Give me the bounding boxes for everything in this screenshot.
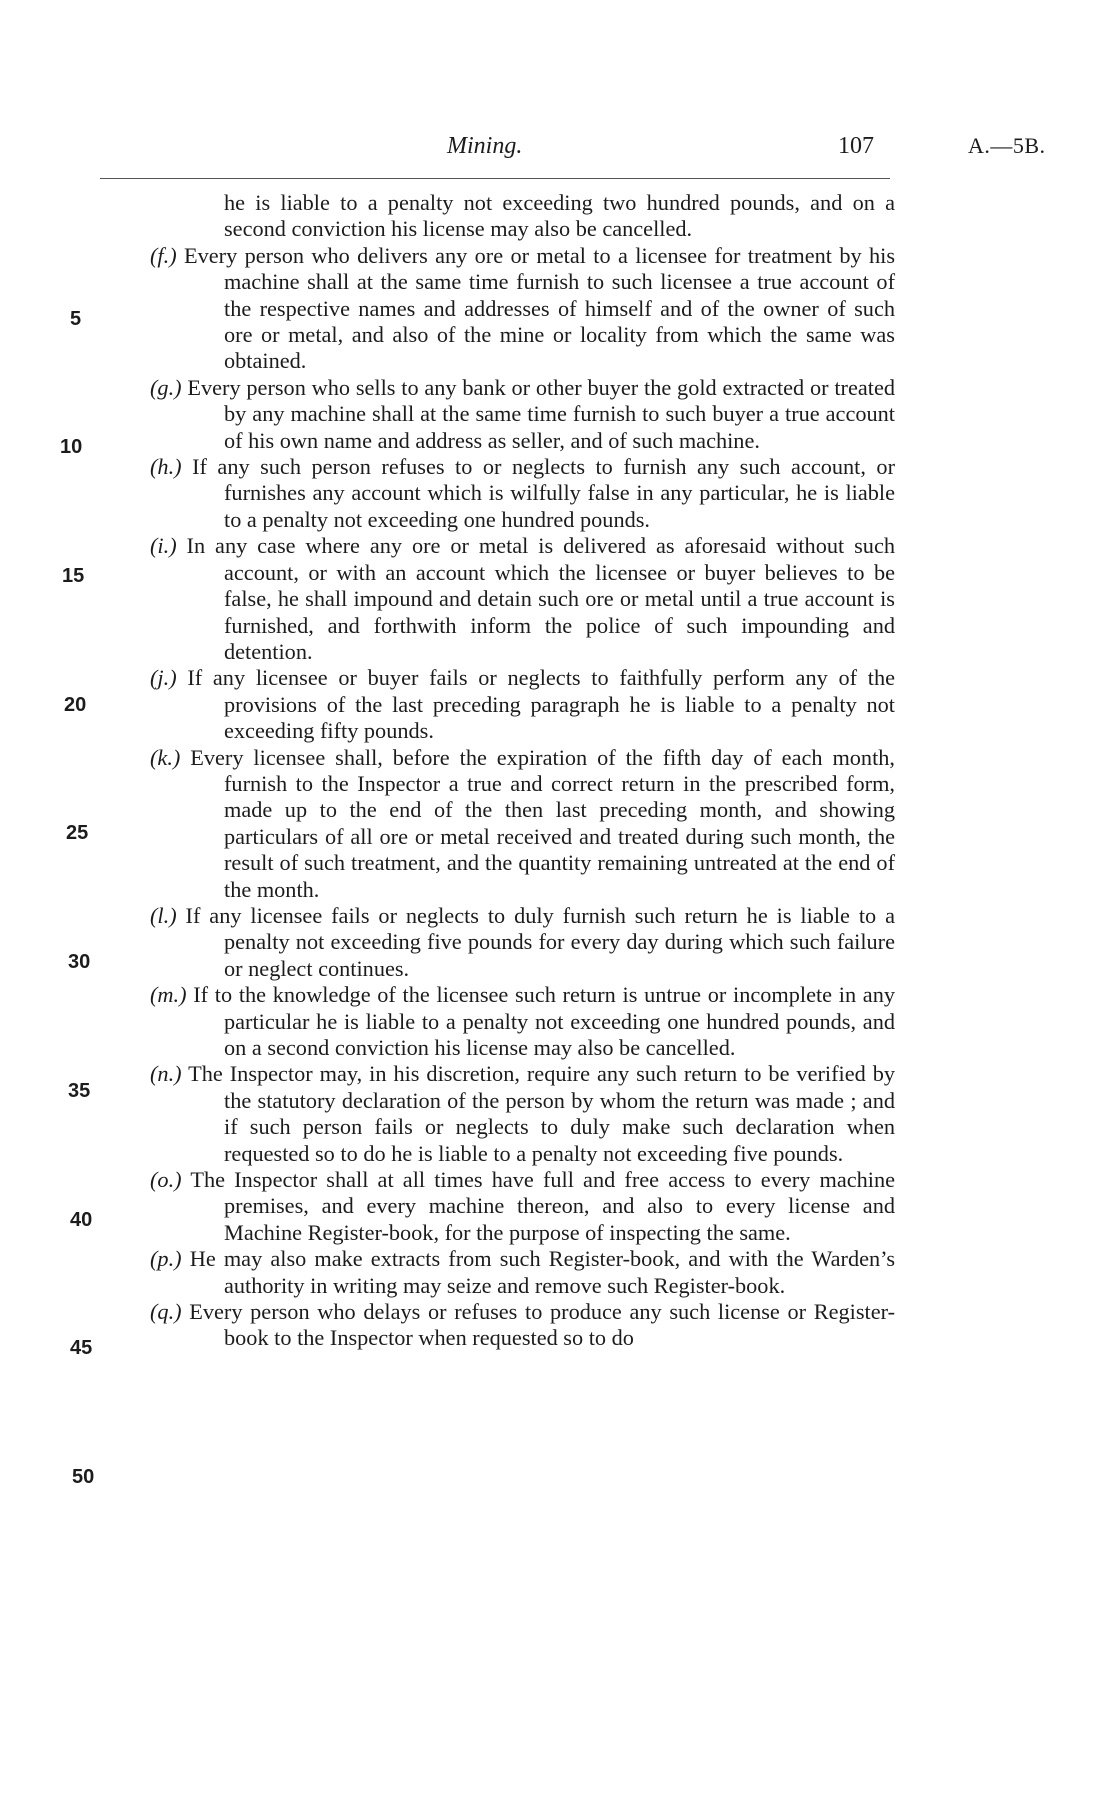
paragraph-marker: (j.) — [150, 665, 177, 691]
paragraph-text: The Inspector shall at all times have full and free access to every machine premises, and every machine thereon, and also to every license and Machine Register-book, for the purpose of inspecting the same. — [190, 1167, 895, 1245]
paragraph-text: If to the knowledge of the licensee such return is untrue or incomplete in any particular he is liable to a penalty not exceeding one hundred pounds, and on a second conviction his license may also be cancelled. — [193, 982, 895, 1060]
page-header — [0, 133, 1114, 173]
body-text — [150, 190, 895, 1352]
paragraph-text: If any such person refuses to or neglects to furnish any such account, or furnishes any account which is wilfully false in any particular, he is liable to a penalty not exceeding one hundred pounds. — [192, 454, 895, 532]
paragraph-text: Every person who delivers any ore or metal to a licensee for treatment by his machine shall at the same time furnish to such licensee a true account of the respective names and addresses of himself and of the owner of such ore or metal, and also of the mine or locality from which the same was obtained. — [184, 242, 896, 374]
paragraph — [150, 243, 895, 375]
paragraph-text: The Inspector may, in his discretion, require any such return to be verified by the statutory declaration of the person by whom the return was made ; and if such person fails or neglects to duly make such declaration when requested so to do he is liable to a penalty not exceeding five pounds. — [188, 1061, 896, 1166]
paragraph — [150, 533, 895, 665]
paragraph — [150, 454, 895, 533]
paragraph-marker: (q.) — [150, 1299, 182, 1325]
running-title: Mining. — [447, 133, 523, 159]
paragraph-marker: (i.) — [150, 533, 177, 559]
line-number: 10 — [60, 436, 83, 458]
line-number: 35 — [68, 1080, 91, 1102]
line-number: 5 — [70, 308, 82, 330]
paragraph — [150, 190, 895, 243]
paragraph-marker: (k.) — [150, 744, 181, 770]
paragraph — [150, 375, 895, 454]
line-number: 15 — [62, 565, 85, 587]
paragraph — [150, 903, 895, 982]
line-number: 25 — [66, 822, 89, 844]
paragraph — [150, 1246, 895, 1299]
header-rule — [100, 178, 890, 179]
line-number: 50 — [72, 1466, 95, 1488]
paragraph-marker: (h.) — [150, 454, 182, 480]
line-number: 20 — [64, 694, 87, 716]
paragraph-marker: (o.) — [150, 1167, 182, 1193]
document-reference: A.—5B. — [968, 133, 1046, 158]
paragraph-text: he is liable to a penalty not exceeding two hundred pounds, and on a second conviction his license may also be cancelled. — [224, 190, 895, 242]
paragraph-text: Every person who sells to any bank or other buyer the gold extracted or treated by any machine shall at the same time furnish to such buyer a true account of his own name and address as seller, and of such machine. — [187, 374, 895, 453]
paragraph-marker: (n.) — [150, 1061, 182, 1087]
paragraph-marker: (m.) — [150, 982, 187, 1008]
paragraph-marker: (f.) — [150, 242, 177, 268]
paragraph — [150, 1061, 895, 1167]
paragraph-text: If any licensee fails or neglects to duly furnish such return he is liable to a penalty not exceeding five pounds for every day during which such failure or neglect continues. — [185, 902, 895, 981]
paragraph — [150, 665, 895, 744]
line-number: 30 — [68, 951, 91, 973]
paragraph — [150, 1167, 895, 1246]
paragraph-text: If any licensee or buyer fails or neglects to faithfully perform any of the provisions of the last preceding paragraph he is liable to a penalty not exceeding fifty pounds. — [187, 665, 895, 744]
paragraph — [150, 982, 895, 1061]
paragraph-text: Every licensee shall, before the expiration of the fifth day of each month, furnish to the Inspector a true and correct return in the prescribed form, made up to the end of the then last preceding month, and showing particulars of all ore or metal received and treated during such month, the result of such treatment, and the quantity remaining untreated at the end of the month. — [190, 744, 896, 902]
paragraph — [150, 1299, 895, 1352]
paragraph-text: In any case where any ore or metal is delivered as aforesaid without such account, or with an account which the licensee or buyer believes to be false, he shall impound and detain such ore or metal until a true account is furnished, and forthwith inform the police of such impounding and detention. — [186, 533, 895, 664]
page-number: 107 — [838, 133, 874, 159]
line-number: 45 — [70, 1337, 93, 1359]
paragraph — [150, 745, 895, 903]
paragraph-marker: (g.) — [150, 374, 182, 400]
paragraph-text: He may also make extracts from such Register-book, and with the Warden’s authority in writing may seize and remove such Register-book. — [189, 1246, 896, 1298]
paragraph-marker: (p.) — [150, 1246, 182, 1272]
paragraph-marker: (l.) — [150, 902, 177, 928]
paragraph-text: Every person who delays or refuses to produce any such license or Register-book to the Inspector when requested so to do — [189, 1299, 895, 1351]
line-number: 40 — [70, 1209, 93, 1231]
